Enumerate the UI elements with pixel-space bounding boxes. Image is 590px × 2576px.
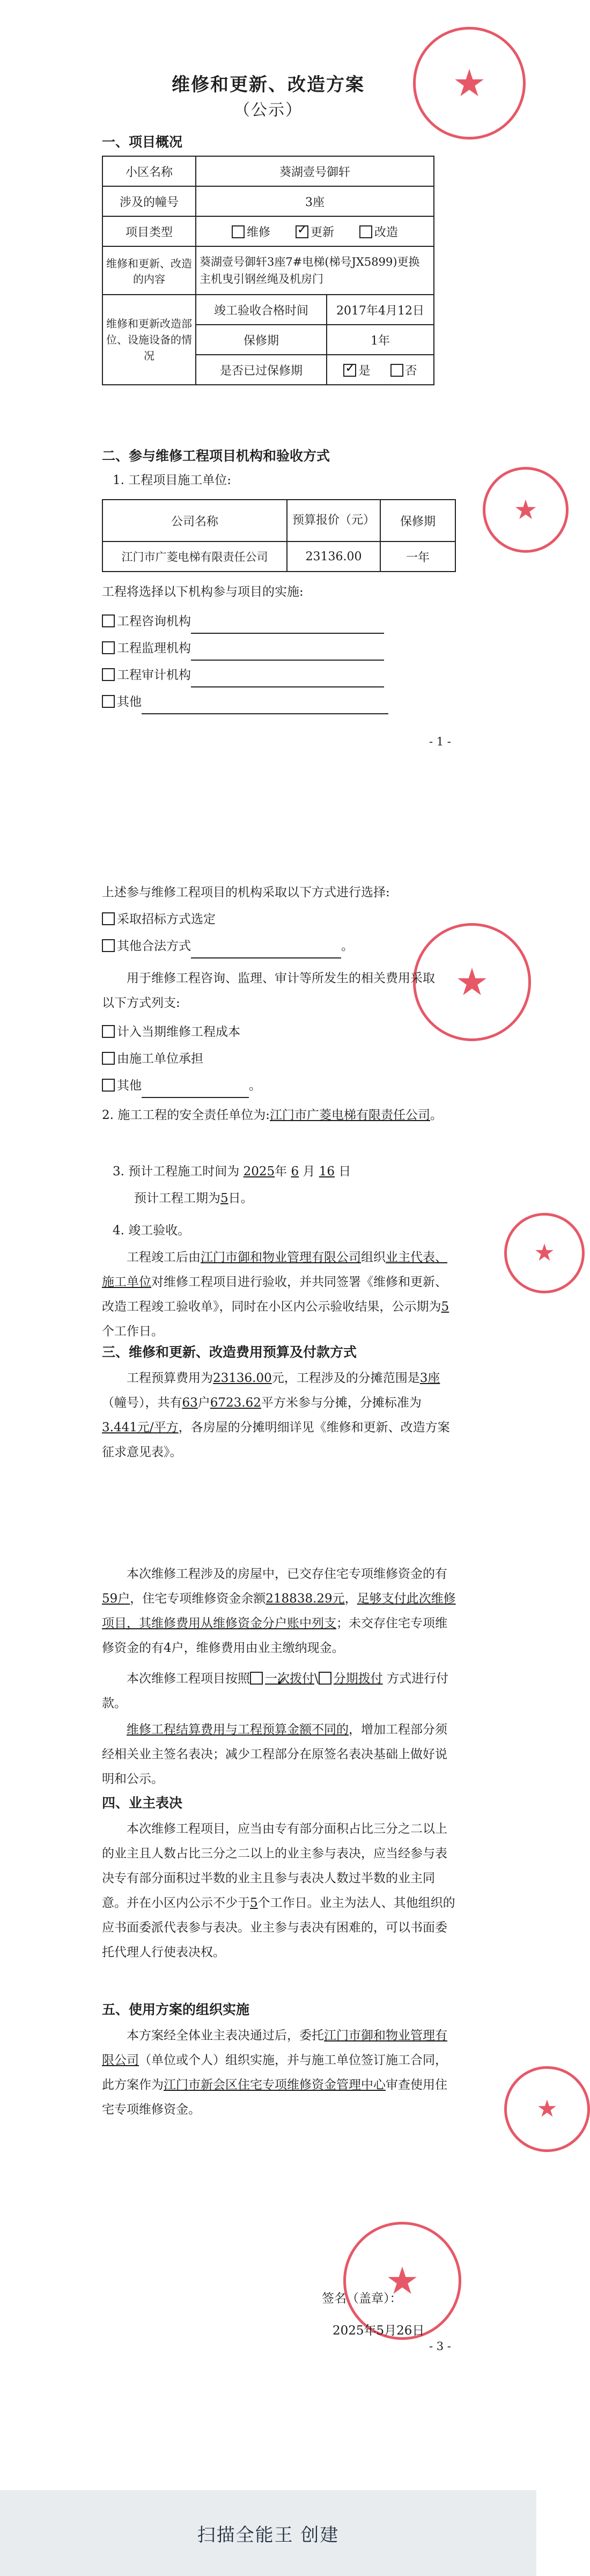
period-month: 6 — [291, 1165, 299, 1179]
option-no-label: 否 — [405, 364, 417, 378]
budget-pre: 工程预算费用为 — [127, 1371, 213, 1385]
seal-star-icon: ★ — [534, 1239, 555, 1267]
days-unit: 日 — [228, 1191, 241, 1205]
select-orgs-text: 工程将选择以下机构参与项目的实施: — [102, 585, 304, 599]
fee-option-contractor-label: 由施工单位承担 — [117, 1052, 203, 1066]
label-in-warranty: 是否已过保修期 — [196, 355, 327, 385]
construction-period — [113, 1159, 351, 1184]
impl-post: 审查使用住宅专项维修资金。 — [102, 2078, 447, 2117]
checkbox-fee-other[interactable] — [102, 1079, 115, 1092]
acceptance-post: 对维修工程项目进行验收，并共同签署《维修和更新、改造工程竣工验收单》，同时在小区内公示验收结果，公示期为 — [102, 1275, 447, 1314]
checkbox-yes[interactable] — [343, 364, 356, 377]
header-company: 公司名称 — [102, 500, 287, 541]
safety-label: 2. 施工工程的安全责任单位为: — [102, 1108, 270, 1122]
acceptance-org: 江门市御和物业管理有限公司 — [201, 1250, 361, 1264]
checkbox-renovate[interactable] — [359, 225, 372, 238]
org-other — [102, 690, 388, 714]
period-year: 2025 — [243, 1165, 275, 1179]
period-year-unit: 年 — [275, 1165, 287, 1179]
public-days: 5 — [441, 1300, 449, 1314]
option-other-legal: 其他合法方式 。 — [102, 934, 353, 958]
label-project-type: 项目类型 — [102, 216, 196, 246]
label-content: 维修和更新、改造的内容 — [102, 246, 196, 295]
safety-unit-line: 2. 施工工程的安全责任单位为:江门市广菱电梯有限责任公司。 — [102, 1108, 443, 1122]
option-yes-label: 是 — [358, 364, 371, 378]
area-post: 平方米参与分摊，分摊标准为 — [261, 1396, 422, 1410]
acceptance-parties: 业主代表、施工单位 — [102, 1250, 447, 1289]
page-number-3: - 3 - — [429, 2340, 451, 2353]
vote-main: 本次维修工程项目，应当由专有部分面积占比三分之二以上的业主且人数占比三分之二以上的业主参与表决，应当经参与表决专有部分面积过半数的业主且参与表决人数过半数的业主同意。并在小区内公示不少于 — [102, 1822, 447, 1910]
document-subtitle: （公示） — [234, 101, 303, 120]
seal-star-icon: ★ — [452, 61, 486, 105]
fee-text: 用于维修工程咨询、监理、审计等所发生的相关费用采取以下方式列支: — [102, 971, 435, 1010]
vote-post: 个工作日。业主为法人、其他组织的应书面委派代表参与表决。业主参与表决有困难的，可以书面委托代理人行使表决权。 — [102, 1896, 455, 1959]
value-acceptance-time: 2017年4月12日 — [327, 295, 434, 325]
company-warranty: 一年 — [380, 541, 455, 572]
fund-text — [102, 1562, 456, 1660]
blank-line — [191, 670, 384, 687]
checkbox-repair[interactable] — [232, 225, 245, 238]
impl-center: 江门市新会区住宅专项维修资金管理中心 — [164, 2078, 386, 2092]
checkbox-no[interactable] — [390, 364, 403, 377]
company-seal-stamp-edge — [504, 2066, 590, 2152]
fee-option-other: 其他 。 — [102, 1073, 261, 1098]
acceptance-text — [102, 1245, 456, 1344]
option-other-legal-label: 其他合法方式 — [117, 939, 191, 953]
option-repair-label: 维修 — [246, 225, 270, 239]
construction-unit-table — [102, 499, 456, 572]
label-community-name: 小区名称 — [102, 156, 196, 186]
scanner-footer — [0, 2490, 536, 2576]
section-1-heading: 一、项目概况 — [102, 134, 183, 150]
payment-one-time: 一次拨付 — [265, 1672, 314, 1686]
fund-pre: 本次维修工程涉及的房屋中，已交存住宅专项维修资金的有 — [127, 1567, 447, 1581]
acceptance-heading: 4. 竣工验收。 — [113, 1224, 190, 1238]
org-consulting-label: 工程咨询机构 — [117, 614, 191, 628]
value-content: 葵湖壹号御轩3座7#电梯(梯号JX5899)更换主机曳引钢丝绳及机房门 — [196, 246, 434, 295]
public-post: 个工作日。 — [102, 1324, 164, 1338]
households: 63 — [182, 1396, 198, 1410]
blank-line — [142, 1081, 249, 1098]
label-acceptance-time: 竣工验收合格时间 — [196, 295, 327, 325]
value-warranty: 1年 — [327, 325, 434, 355]
company-name: 江门市广菱电梯有限责任公司 — [102, 541, 287, 572]
vote-days: 5 — [250, 1896, 258, 1910]
org-consulting — [102, 609, 384, 634]
checkbox-other-legal[interactable] — [102, 939, 115, 952]
header-warranty: 保修期 — [380, 500, 455, 541]
label-warranty: 保修期 — [196, 325, 327, 355]
period-label: 3. 预计工程施工时间为 — [113, 1165, 240, 1179]
rate-post: ，各房屋的分摊明细详见《维修和更新、改造方案征求意见表》。 — [102, 1421, 450, 1459]
payment-post: 方式进行付款。 — [102, 1672, 449, 1710]
section-3-heading: 三、维修和更新、改造费用预算及付款方式 — [102, 1344, 357, 1360]
checkbox-consulting[interactable] — [102, 614, 115, 627]
label-parts: 维修和更新改造部位、设施设备的情况 — [102, 295, 196, 385]
fee-option-cost-label: 计入当期维修工程成本 — [117, 1025, 240, 1039]
construction-days: 预计工程工期为5日。 — [134, 1191, 253, 1205]
checkbox-installment[interactable] — [319, 1672, 331, 1685]
blank-line — [191, 617, 384, 634]
checkbox-supervision[interactable] — [102, 641, 115, 654]
implementation-text — [102, 2023, 456, 2122]
fee-option-contractor — [102, 1046, 203, 1071]
period-day-unit: 日 — [338, 1165, 351, 1179]
checkbox-fee-cost[interactable] — [102, 1025, 115, 1038]
checkbox-update[interactable] — [296, 225, 308, 238]
safety-unit: 江门市广菱电梯有限责任公司 — [270, 1108, 431, 1122]
impl-org: 江门市御和物业管理有限公司 — [102, 2029, 447, 2067]
rate-value: 3.441元/平方 — [102, 1421, 179, 1435]
seal-star-icon: ★ — [513, 494, 538, 525]
option-tender — [102, 907, 216, 932]
document-page-3 — [0, 1481, 558, 2490]
scanner-footer-text: 扫描全能王 创建 — [197, 2524, 340, 2546]
org-supervision-label: 工程监理机构 — [117, 641, 191, 655]
header-budget: 预算报价（元） — [287, 500, 380, 541]
option-tender-label: 采取招标方式选定 — [117, 912, 216, 926]
checkbox-one-time[interactable] — [250, 1672, 263, 1685]
checkbox-audit[interactable] — [102, 668, 115, 681]
impl-mid: （单位或个人）组织实施，并与施工单位签订施工合同，此方案作为 — [102, 2053, 447, 2092]
seal-star-icon: ★ — [455, 960, 489, 1004]
company-seal-stamp — [413, 27, 526, 140]
acceptance-pre: 工程竣工后由 — [127, 1250, 201, 1264]
settlement-post: ，增加工程部分须经相关业主签名表决；减少工程部分在原签名表决基础上做好说明和公示。 — [102, 1723, 447, 1786]
days-value: 5 — [220, 1191, 228, 1205]
blank-line — [142, 697, 388, 714]
label-building: 涉及的幢号 — [102, 186, 196, 216]
company-budget: 23136.00 — [287, 541, 380, 572]
checkbox-fee-contractor[interactable] — [102, 1052, 115, 1065]
budget-value: 23136.00 — [213, 1371, 272, 1385]
option-renovate-label: 改造 — [374, 225, 399, 239]
range-post: （幢号），共有 — [102, 1396, 182, 1410]
checkbox-other[interactable] — [102, 695, 115, 708]
project-type-options — [196, 216, 434, 246]
option-update-label: 更新 — [310, 225, 334, 239]
org-other-label: 其他 — [117, 695, 142, 709]
blank-line — [191, 941, 341, 958]
page-number-1: - 1 - — [429, 735, 451, 748]
in-warranty-options — [327, 355, 434, 385]
selection-intro: 上述参与维修工程项目的机构采取以下方式进行选择: — [102, 885, 390, 899]
households-post: 户 — [197, 1396, 210, 1410]
section-5-heading: 五、使用方案的组织实施 — [102, 2002, 250, 2017]
section-2-heading: 二、参与维修工程项目机构和验收方式 — [102, 448, 330, 464]
vote-text — [102, 1817, 456, 1965]
value-community-name: 葵湖壹号御轩 — [196, 156, 434, 186]
blank-line — [191, 643, 384, 661]
impl-pre: 本方案经全体业主表决通过后，委托 — [127, 2029, 324, 2043]
item-1-text: 1. 工程项目施工单位: — [113, 473, 232, 487]
budget-range: 3座 — [419, 1371, 440, 1385]
period-month-unit: 月 — [303, 1165, 315, 1179]
document-page-2 — [0, 773, 555, 1481]
checkbox-tender[interactable] — [102, 912, 115, 925]
settlement-diff: 维修工程结算费用与工程预算金额不同的 — [127, 1723, 349, 1737]
acceptance-mid: 组织 — [361, 1250, 386, 1264]
fund-enough: 足够支付此次维修项目，其维修费用从维修资金分户账中列支 — [102, 1592, 456, 1630]
fund-households: 59户 — [102, 1592, 130, 1606]
settlement-text — [102, 1717, 456, 1791]
sign-date: 2025年5月26日 — [333, 2324, 425, 2338]
budget-mid: 元，工程涉及的分摊范围是 — [271, 1371, 420, 1385]
fund-balance: 218838.29元 — [266, 1592, 345, 1606]
budget-text — [102, 1366, 456, 1465]
fee-option-other-label: 其他 — [117, 1079, 142, 1093]
payment-text: 本次维修工程项目按照✓ 一次拨付\ 分期拨付 方式进行付款。 — [102, 1666, 456, 1716]
area-value: 6723.62 — [210, 1396, 261, 1410]
document-page-1 — [0, 0, 536, 773]
fee-option-cost — [102, 1020, 240, 1044]
seal-star-icon: ★ — [536, 2095, 558, 2123]
signature-label: 签名（盖章）： — [322, 2292, 402, 2306]
payment-pre: 本次维修工程项目按照 — [127, 1672, 250, 1686]
company-seal-stamp-edge — [483, 467, 569, 553]
payment-installment: 分期拨付 — [333, 1672, 383, 1686]
org-audit — [102, 663, 384, 687]
org-audit-label: 工程审计机构 — [117, 668, 191, 682]
period-day: 16 — [319, 1165, 335, 1179]
fund-mid: ，住宅专项维修资金余额 — [130, 1592, 266, 1606]
company-seal-stamp-edge — [504, 1213, 585, 1293]
value-building: 3座 — [196, 186, 434, 216]
section-4-heading: 四、业主表决 — [102, 1795, 183, 1811]
seal-star-icon: ★ — [385, 2259, 419, 2303]
days-label: 预计工程工期为 — [134, 1191, 220, 1205]
overview-table — [102, 156, 434, 385]
document-title: 维修和更新、改造方案 — [172, 74, 365, 96]
fund-comma: ， — [344, 1592, 357, 1606]
fund-post: ；未交存住宅专项维修资金的有4户，维修费用由业主缴纳现金。 — [102, 1616, 447, 1655]
org-supervision — [102, 636, 384, 661]
